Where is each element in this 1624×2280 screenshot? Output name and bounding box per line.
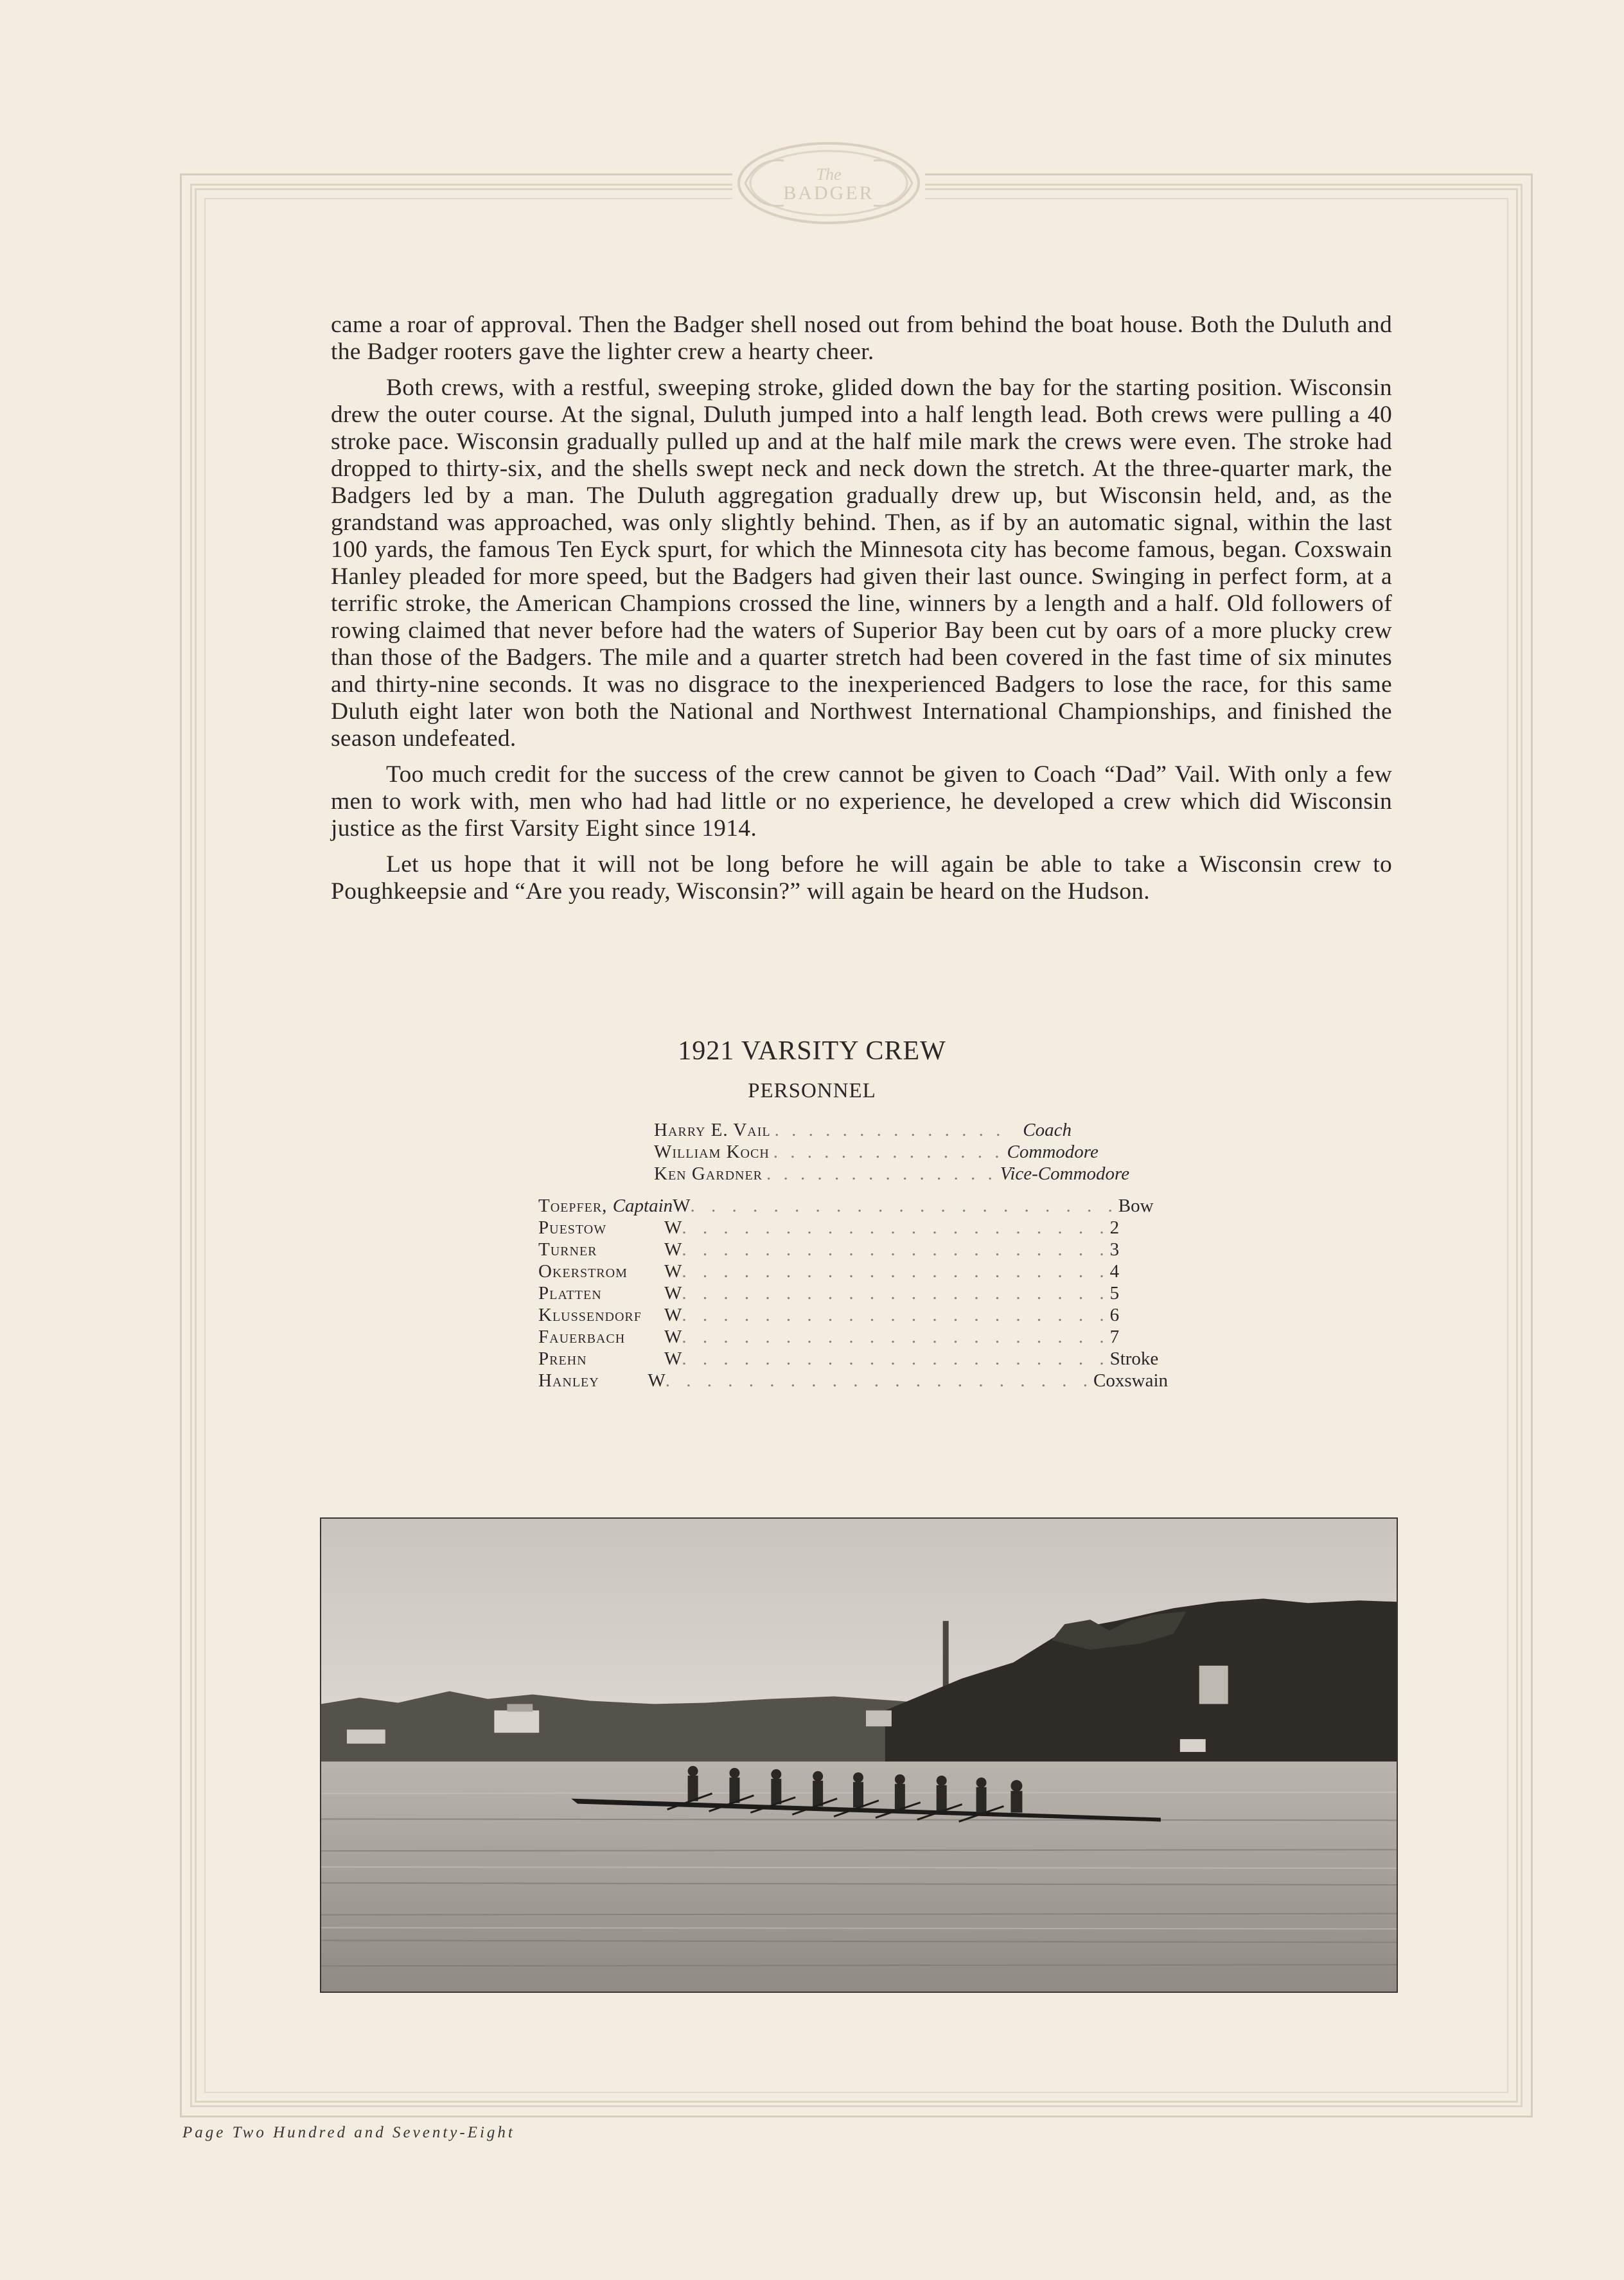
rower-name: Turner	[538, 1239, 597, 1260]
roster-row	[538, 1348, 1168, 1370]
page-number: Page Two Hundred and Seventy-Eight	[182, 2124, 515, 2141]
roster-row	[538, 1326, 1168, 1348]
leader-dots: . . . . . . . . . . . . . .	[773, 1142, 1003, 1162]
leader-dots: . . . . . . . . . . . . . . . . . . . . .	[665, 1370, 1093, 1391]
letter-award: W	[664, 1239, 682, 1260]
rowing-crew-photo	[320, 1517, 1398, 1993]
rower-position: 4	[1109, 1261, 1120, 1282]
leader-dots: . . . . . . . . . . . . . . . . . . . . .	[682, 1283, 1110, 1303]
leader-dots: . . . . . . . . . . . . . . . . . . . . .	[690, 1196, 1118, 1216]
roster-row	[538, 1195, 1168, 1217]
svg-text:BADGER: BADGER	[783, 182, 874, 204]
letter-award: W	[664, 1327, 682, 1347]
official-role: Commodore	[1007, 1142, 1099, 1162]
rower-name: Toepfer,	[538, 1196, 608, 1216]
captain-note: Captain	[612, 1196, 673, 1216]
rower-name: Hanley	[538, 1370, 599, 1391]
officials-list	[654, 1119, 1130, 1185]
leader-dots: . . . . . . . . . . . . . . . . . . . . .	[682, 1348, 1110, 1369]
rower-position: Stroke	[1109, 1348, 1159, 1369]
letter-award: W	[664, 1283, 682, 1303]
roster-row	[538, 1370, 1168, 1392]
roster-row	[538, 1260, 1168, 1282]
letter-award: W	[673, 1196, 691, 1216]
leader-dots: . . . . . . . . . . . . . . . . . . . . .	[682, 1261, 1110, 1282]
rower-name: Okerstrom	[538, 1261, 628, 1282]
leader-dots: . . . . . . . . . . . . . .	[766, 1163, 996, 1184]
rower-position: 5	[1109, 1283, 1120, 1303]
rower-name: Platten	[538, 1283, 602, 1303]
crew-roster	[538, 1195, 1168, 1392]
article-body	[331, 312, 1392, 914]
paragraph-1: came a roar of approval. Then the Badger shell nosed out from behind the boat house. Both the Duluth and the Badger rooters gave the lighter crew a hearty cheer.	[331, 312, 1392, 365]
letter-award: W	[664, 1305, 682, 1325]
paragraph-3: Too much credit for the success of the crew cannot be given to Coach “Dad” Vail. With only a few men to work with, men who had had little or no experience, he developed a crew which did Wisconsin justice as the first Varsity Eight since 1914.	[331, 761, 1392, 842]
leader-dots: . . . . . . . . . . . . . . . . . . . . .	[682, 1305, 1110, 1325]
roster-row	[538, 1304, 1168, 1326]
official-role: Coach	[1023, 1120, 1072, 1140]
rower-name: Prehn	[538, 1348, 587, 1369]
letter-award: W	[664, 1261, 682, 1282]
rower-position: Bow	[1118, 1196, 1154, 1216]
paragraph-2: Both crews, with a restful, sweeping stroke, glided down the bay for the starting position. Wisconsin drew the outer course. At the signal, Duluth jumped into a half length lead. Both crews were pulling a 40 stroke pace. Wisconsin gradually pulled up and at the half mile mark the crews were even. The stroke had dropped to thirty-six, and the shells swept neck and neck down the stretch. At the three-quarter mark, the Badgers led by a man. The Duluth aggregation gradually drew up, but Wisconsin held, and, as the grandstand was approached, was only slightly behind. Then, as if by an automatic signal, within the last 100 yards, the famous Ten Eyck spurt, for which the Minnesota city has become famous, began. Coxswain Hanley pleaded for more speed, but the Badgers had given their last ounce. Swinging in perfect form, at a terrific stroke, the American Champions crossed the line, winners by a length and a half. Old followers of rowing claimed that never before had the waters of Superior Bay been cut by oars of a more plucky crew than those of the Badgers. The mile and a quarter stretch had been covered in the fast time of six minutes and thirty-nine seconds. It was no disgrace to the inexperienced Badgers to lose the race, for this same Duluth eight later won both the National and Northwest International Championships, and finished the season undefeated.	[331, 375, 1392, 752]
rower-position: 6	[1109, 1305, 1120, 1325]
roster-row	[538, 1282, 1168, 1304]
rower-name: Fauerbach	[538, 1327, 626, 1347]
official-name: Ken Gardner	[654, 1163, 763, 1184]
leader-dots: . . . . . . . . . . . . . . . . . . . . .	[682, 1217, 1110, 1238]
roster-row	[538, 1239, 1168, 1260]
official-row	[654, 1119, 1072, 1141]
rower-position: 3	[1109, 1239, 1120, 1260]
roster-row	[538, 1217, 1168, 1239]
rower-position: 7	[1109, 1327, 1120, 1347]
official-name: William Koch	[654, 1142, 770, 1162]
personnel-subtitle: PERSONNEL	[748, 1079, 876, 1102]
badger-crest-logo	[732, 132, 925, 234]
official-row	[654, 1141, 1099, 1163]
leader-dots: . . . . . . . . . . . . . .	[774, 1120, 1005, 1140]
rower-name: Puestow	[538, 1217, 607, 1238]
paragraph-4: Let us hope that it will not be long before he will again be able to take a Wisconsin crew to Poughkeepsie and “Are you ready, Wisconsin?” will again be heard on the Hudson.	[331, 851, 1392, 905]
letter-award: W	[664, 1217, 682, 1238]
letter-award: W	[664, 1348, 682, 1369]
rower-position: Coxswain	[1093, 1370, 1168, 1391]
crest-logo-text: The	[816, 165, 842, 184]
rower-name-cell	[538, 1195, 673, 1217]
letter-award: W	[648, 1370, 666, 1391]
rower-position: 2	[1109, 1217, 1120, 1238]
official-row	[654, 1163, 1130, 1185]
leader-dots: . . . . . . . . . . . . . . . . . . . . .	[682, 1239, 1110, 1260]
crew-title: 1921 VARSITY CREW	[678, 1036, 946, 1066]
rower-name: Klussendorf	[538, 1305, 642, 1325]
leader-dots: . . . . . . . . . . . . . . . . . . . . .	[682, 1327, 1110, 1347]
official-role: Vice-Commodore	[1000, 1163, 1130, 1184]
official-name: Harry E. Vail	[654, 1120, 771, 1140]
